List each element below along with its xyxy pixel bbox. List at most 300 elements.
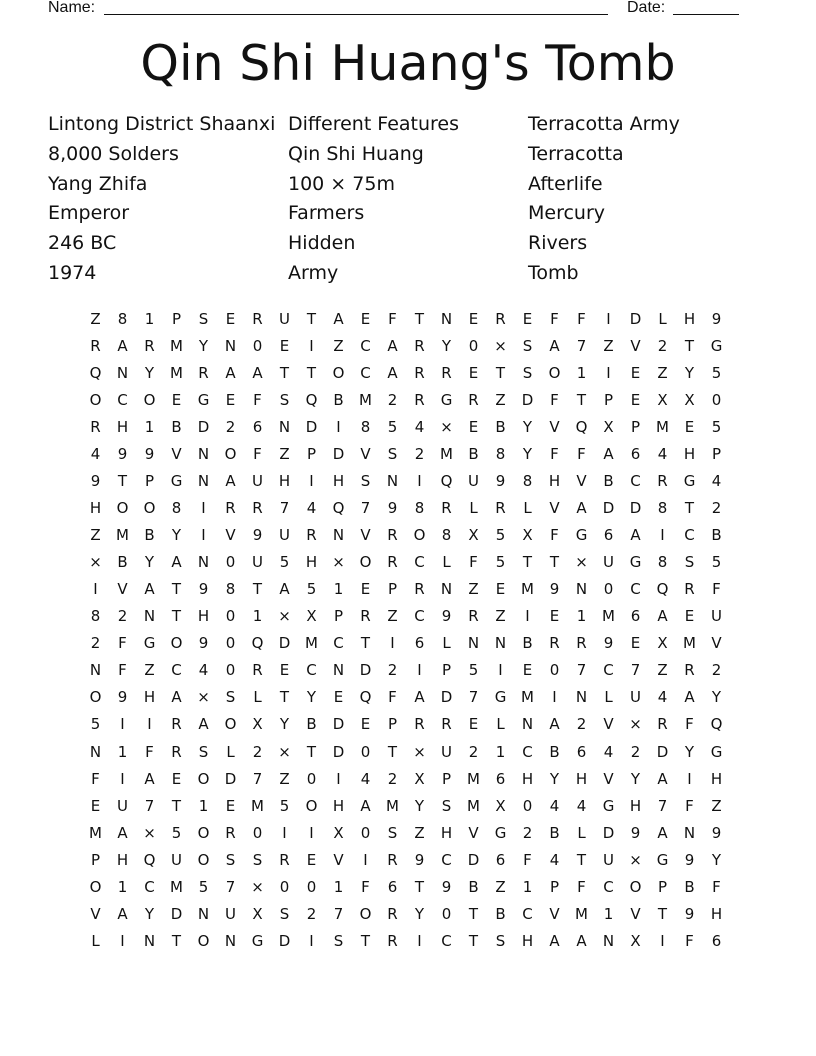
grid-letter[interactable]: Z [657,364,668,383]
grid-letter[interactable]: V [711,634,722,653]
grid-letter[interactable]: P [171,310,182,328]
grid-letter[interactable]: A [225,364,236,383]
grid-letter[interactable]: 0 [549,661,560,680]
grid-letter[interactable]: E [684,607,695,626]
grid-letter[interactable]: A [603,445,614,464]
grid-letter[interactable]: 2 [387,769,398,788]
grid-letter[interactable]: F [550,391,559,410]
grid-letter[interactable]: R [90,418,101,437]
grid-letter[interactable]: 9 [441,877,452,896]
grid-letter[interactable]: I [552,688,557,707]
grid-letter[interactable]: S [225,850,236,869]
grid-letter[interactable]: I [93,580,98,599]
grid-letter[interactable]: N [197,472,210,491]
grid-letter[interactable]: T [279,364,290,383]
grid-letter[interactable]: 2 [225,418,236,437]
grid-letter[interactable]: C [360,364,371,383]
grid-letter[interactable]: L [658,310,667,328]
grid-letter[interactable]: R [441,499,452,518]
grid-letter[interactable]: R [576,634,587,653]
grid-letter[interactable]: Z [279,769,290,788]
grid-letter[interactable]: 7 [144,796,155,815]
grid-letter[interactable]: F [361,877,370,896]
grid-letter[interactable]: B [495,418,506,437]
grid-letter[interactable]: F [550,526,559,545]
grid-letter[interactable]: S [387,823,398,842]
grid-letter[interactable]: G [683,472,696,491]
grid-letter[interactable]: E [171,769,182,788]
grid-letter[interactable]: Y [684,364,695,383]
grid-letter[interactable]: M [170,877,183,896]
grid-letter[interactable]: E [468,310,479,328]
grid-letter[interactable]: I [309,472,314,491]
grid-letter[interactable]: H [332,796,345,815]
grid-letter[interactable]: 0 [306,877,317,896]
grid-letter[interactable]: 7 [468,688,479,707]
grid-letter[interactable]: × [278,607,291,626]
grid-letter[interactable]: 6 [414,634,425,653]
grid-letter[interactable]: X [657,391,668,410]
grid-letter[interactable]: 4 [657,688,668,707]
grid-letter[interactable]: U [279,526,290,545]
grid-letter[interactable]: R [684,661,695,680]
grid-letter[interactable]: D [170,904,183,923]
grid-letter[interactable]: G [710,742,723,761]
grid-letter[interactable]: Y [144,904,155,923]
grid-letter[interactable]: V [333,850,344,869]
grid-letter[interactable]: D [332,445,345,464]
grid-letter[interactable]: U [603,850,614,869]
grid-letter[interactable]: A [279,580,290,599]
grid-letter[interactable]: V [549,418,560,437]
grid-letter[interactable]: Q [332,499,345,518]
grid-letter[interactable]: N [143,931,156,950]
grid-letter[interactable]: 2 [711,661,722,680]
grid-letter[interactable]: I [417,931,422,950]
grid-letter[interactable]: A [549,337,560,356]
grid-letter[interactable]: M [251,796,264,815]
grid-letter[interactable]: 9 [117,688,128,707]
grid-letter[interactable]: X [495,796,506,815]
grid-letter[interactable]: C [360,337,371,356]
grid-letter[interactable]: O [413,526,426,545]
grid-letter[interactable]: C [603,661,614,680]
grid-letter[interactable]: F [685,715,694,734]
grid-letter[interactable]: S [360,472,371,491]
grid-letter[interactable]: A [171,553,182,572]
grid-letter[interactable]: G [440,391,453,410]
grid-letter[interactable]: Z [144,661,155,680]
grid-letter[interactable]: 8 [441,526,452,545]
grid-letter[interactable]: R [171,742,182,761]
grid-letter[interactable]: 9 [441,607,452,626]
grid-letter[interactable]: O [359,553,372,572]
grid-letter[interactable]: Q [305,391,318,410]
grid-letter[interactable]: 8 [225,580,236,599]
grid-letter[interactable]: C [414,553,425,572]
grid-letter[interactable]: 5 [711,553,722,572]
grid-letter[interactable]: S [333,931,344,950]
grid-letter[interactable]: D [224,769,237,788]
grid-letter[interactable]: E [522,661,533,680]
grid-letter[interactable]: 9 [90,472,101,491]
grid-letter[interactable]: U [171,850,182,869]
grid-letter[interactable]: Z [657,661,668,680]
grid-letter[interactable]: N [683,823,696,842]
grid-letter[interactable]: 0 [360,823,371,842]
grid-letter[interactable]: V [576,472,587,491]
grid-letter[interactable]: 8 [90,607,101,626]
grid-letter[interactable]: Z [333,337,344,356]
grid-letter[interactable]: 4 [414,418,425,437]
grid-letter[interactable]: E [225,310,236,328]
grid-letter[interactable]: X [630,931,641,950]
grid-letter[interactable]: I [336,769,341,788]
grid-letter[interactable]: Y [711,688,722,707]
grid-letter[interactable]: I [687,769,692,788]
grid-letter[interactable]: R [414,715,425,734]
grid-letter[interactable]: V [603,769,614,788]
grid-letter[interactable]: N [386,472,399,491]
grid-letter[interactable]: 0 [225,634,236,653]
grid-letter[interactable]: 8 [414,499,425,518]
grid-letter[interactable]: 9 [117,445,128,464]
grid-letter[interactable]: R [279,850,290,869]
grid-letter[interactable]: E [360,580,371,599]
grid-letter[interactable]: 6 [576,742,587,761]
grid-letter[interactable]: F [577,445,586,464]
grid-letter[interactable]: O [332,364,345,383]
grid-letter[interactable]: G [602,796,615,815]
grid-letter[interactable]: L [496,715,505,734]
grid-letter[interactable]: C [117,391,128,410]
grid-letter[interactable]: O [629,877,642,896]
grid-letter[interactable]: A [657,769,668,788]
grid-letter[interactable]: C [441,850,452,869]
grid-letter[interactable]: E [171,391,182,410]
grid-letter[interactable]: P [333,607,344,626]
grid-letter[interactable]: R [414,364,425,383]
grid-letter[interactable]: F [577,310,586,328]
name-field[interactable] [104,0,608,15]
grid-letter[interactable]: Q [656,580,669,599]
grid-letter[interactable]: S [225,688,236,707]
grid-letter[interactable]: G [143,634,156,653]
grid-letter[interactable]: 8 [117,310,128,328]
grid-letter[interactable]: 0 [468,337,479,356]
grid-letter[interactable]: 2 [90,634,101,653]
grid-letter[interactable]: Y [306,688,317,707]
grid-letter[interactable]: M [521,580,534,599]
grid-letter[interactable]: N [332,526,345,545]
grid-letter[interactable]: U [468,472,479,491]
grid-letter[interactable]: Y [198,337,209,356]
grid-letter[interactable]: B [522,634,533,653]
grid-letter[interactable]: 7 [576,661,587,680]
grid-letter[interactable]: 2 [711,499,722,518]
grid-letter[interactable]: N [440,580,453,599]
grid-letter[interactable]: C [414,607,425,626]
grid-letter[interactable]: N [575,688,588,707]
grid-letter[interactable]: 5 [306,580,317,599]
grid-letter[interactable]: 6 [252,418,263,437]
grid-letter[interactable]: 6 [711,931,722,950]
grid-letter[interactable]: 1 [144,310,155,328]
grid-letter[interactable]: I [606,310,611,328]
grid-letter[interactable]: M [89,823,102,842]
grid-letter[interactable]: B [495,904,506,923]
grid-letter[interactable]: A [549,931,560,950]
grid-letter[interactable]: D [629,499,642,518]
grid-letter[interactable]: P [441,661,452,680]
grid-letter[interactable]: X [603,418,614,437]
grid-letter[interactable]: E [684,418,695,437]
grid-letter[interactable]: 9 [549,580,560,599]
grid-letter[interactable]: X [252,715,263,734]
grid-letter[interactable]: I [309,337,314,356]
grid-letter[interactable]: V [117,580,128,599]
grid-letter[interactable]: H [305,553,318,572]
grid-letter[interactable]: U [279,310,290,328]
grid-letter[interactable]: Q [251,634,264,653]
grid-letter[interactable]: 9 [711,310,722,328]
grid-letter[interactable]: R [441,364,452,383]
grid-letter[interactable]: X [468,526,479,545]
grid-letter[interactable]: A [576,931,587,950]
grid-letter[interactable]: C [441,931,452,950]
grid-letter[interactable]: C [603,877,614,896]
grid-letter[interactable]: D [467,850,480,869]
grid-letter[interactable]: 6 [387,877,398,896]
grid-letter[interactable]: H [521,931,534,950]
grid-letter[interactable]: O [197,850,210,869]
grid-letter[interactable]: N [278,418,291,437]
grid-letter[interactable]: T [306,364,317,383]
grid-letter[interactable]: I [660,526,665,545]
grid-letter[interactable]: T [522,553,533,572]
grid-letter[interactable]: T [387,742,398,761]
grid-letter[interactable]: R [657,472,668,491]
grid-letter[interactable]: 9 [684,904,695,923]
grid-letter[interactable]: A [657,607,668,626]
grid-letter[interactable]: I [120,931,125,950]
grid-letter[interactable]: T [279,688,290,707]
grid-letter[interactable]: N [332,661,345,680]
grid-letter[interactable]: 5 [711,418,722,437]
grid-letter[interactable]: A [657,823,668,842]
grid-letter[interactable]: Y [441,337,452,356]
grid-letter[interactable]: A [414,688,425,707]
grid-letter[interactable]: H [278,472,291,491]
grid-letter[interactable]: 6 [603,526,614,545]
grid-letter[interactable]: X [252,904,263,923]
grid-letter[interactable]: 8 [657,553,668,572]
grid-letter[interactable]: L [523,499,532,518]
grid-letter[interactable]: 4 [576,796,587,815]
grid-letter[interactable]: R [549,634,560,653]
grid-letter[interactable]: S [279,904,290,923]
grid-letter[interactable]: H [710,769,723,788]
grid-letter[interactable]: C [522,742,533,761]
grid-letter[interactable]: × [575,553,588,572]
grid-letter[interactable]: H [710,904,723,923]
grid-letter[interactable]: T [171,931,182,950]
grid-letter[interactable]: A [171,688,182,707]
grid-letter[interactable]: O [305,796,318,815]
grid-letter[interactable]: 0 [225,661,236,680]
grid-letter[interactable]: E [360,310,371,328]
grid-letter[interactable]: 0 [360,742,371,761]
grid-letter[interactable]: B [171,418,182,437]
grid-letter[interactable]: 1 [333,877,344,896]
grid-letter[interactable]: T [171,607,182,626]
grid-letter[interactable]: X [306,607,317,626]
grid-letter[interactable]: S [252,850,263,869]
grid-letter[interactable]: G [575,526,588,545]
grid-letter[interactable]: Y [279,715,290,734]
grid-letter[interactable]: A [225,472,236,491]
grid-letter[interactable]: 4 [657,445,668,464]
grid-letter[interactable]: M [170,337,183,356]
grid-letter[interactable]: N [116,364,129,383]
grid-letter[interactable]: D [197,418,210,437]
grid-letter[interactable]: V [549,904,560,923]
grid-letter[interactable]: S [387,445,398,464]
grid-letter[interactable]: I [309,823,314,842]
grid-letter[interactable]: I [309,931,314,950]
grid-letter[interactable]: R [495,499,506,518]
grid-letter[interactable]: H [683,445,696,464]
grid-letter[interactable]: C [630,472,641,491]
grid-letter[interactable]: 9 [144,445,155,464]
grid-letter[interactable]: R [306,526,317,545]
grid-letter[interactable]: T [414,310,425,328]
grid-letter[interactable]: N [602,931,615,950]
grid-letter[interactable]: Q [575,418,588,437]
grid-letter[interactable]: 4 [360,769,371,788]
grid-letter[interactable]: I [201,526,206,545]
grid-letter[interactable]: D [602,823,615,842]
grid-letter[interactable]: A [144,769,155,788]
grid-letter[interactable]: 4 [198,661,209,680]
grid-letter[interactable]: H [197,607,210,626]
grid-letter[interactable]: 2 [387,391,398,410]
grid-letter[interactable]: F [469,553,478,572]
grid-letter[interactable]: I [201,499,206,518]
grid-letter[interactable]: T [657,904,668,923]
grid-letter[interactable]: 2 [630,742,641,761]
grid-letter[interactable]: × [440,418,453,437]
grid-letter[interactable]: U [252,472,263,491]
grid-letter[interactable]: 7 [225,877,236,896]
grid-letter[interactable]: 6 [630,445,641,464]
grid-letter[interactable]: U [225,904,236,923]
grid-letter[interactable]: R [252,310,263,328]
grid-letter[interactable]: 5 [279,553,290,572]
grid-letter[interactable]: Y [414,904,425,923]
grid-letter[interactable]: O [170,634,183,653]
grid-letter[interactable]: P [549,877,560,896]
grid-letter[interactable]: 1 [333,580,344,599]
grid-letter[interactable]: T [360,931,371,950]
grid-letter[interactable]: 7 [576,337,587,356]
grid-letter[interactable]: D [278,931,291,950]
grid-letter[interactable]: M [170,364,183,383]
grid-letter[interactable]: 2 [657,337,668,356]
grid-letter[interactable]: 9 [198,580,209,599]
grid-letter[interactable]: Q [143,850,156,869]
grid-letter[interactable]: E [495,580,506,599]
grid-letter[interactable]: F [253,445,262,464]
grid-letter[interactable]: I [525,607,530,626]
grid-letter[interactable]: 1 [252,607,263,626]
grid-letter[interactable]: B [468,445,479,464]
grid-letter[interactable]: T [171,796,182,815]
grid-letter[interactable]: M [386,796,399,815]
grid-letter[interactable]: H [332,472,345,491]
grid-letter[interactable]: E [360,715,371,734]
grid-letter[interactable]: P [603,391,614,410]
grid-letter[interactable]: H [683,310,696,328]
grid-letter[interactable]: V [90,904,101,923]
grid-letter[interactable]: 9 [387,499,398,518]
grid-letter[interactable]: Z [468,580,479,599]
grid-letter[interactable]: G [494,823,507,842]
grid-letter[interactable]: P [630,418,641,437]
grid-letter[interactable]: 2 [414,445,425,464]
grid-letter[interactable]: B [549,742,560,761]
grid-letter[interactable]: Z [495,607,506,626]
grid-letter[interactable]: 7 [252,769,263,788]
grid-letter[interactable]: O [359,904,372,923]
grid-letter[interactable]: Y [522,445,533,464]
grid-letter[interactable]: A [360,796,371,815]
grid-letter[interactable]: T [360,634,371,653]
grid-letter[interactable]: U [630,688,641,707]
grid-letter[interactable]: Z [90,310,101,328]
grid-letter[interactable]: F [685,796,694,815]
grid-letter[interactable]: P [144,472,155,491]
grid-letter[interactable]: Q [89,364,102,383]
grid-letter[interactable]: 6 [495,850,506,869]
grid-letter[interactable]: F [550,310,559,328]
grid-letter[interactable]: 4 [90,445,101,464]
grid-letter[interactable]: 2 [522,823,533,842]
grid-letter[interactable]: × [494,337,507,356]
grid-letter[interactable]: F [523,850,532,869]
grid-letter[interactable]: 5 [387,418,398,437]
grid-letter[interactable]: T [495,364,506,383]
grid-letter[interactable]: 9 [252,526,263,545]
grid-letter[interactable]: R [198,364,209,383]
grid-letter[interactable]: S [522,364,533,383]
grid-letter[interactable]: G [656,850,669,869]
grid-letter[interactable]: 1 [495,742,506,761]
grid-letter[interactable]: N [89,661,102,680]
grid-letter[interactable]: A [117,337,128,356]
grid-letter[interactable]: A [117,904,128,923]
grid-letter[interactable]: Y [549,769,560,788]
grid-letter[interactable]: E [468,364,479,383]
grid-letter[interactable]: R [387,553,398,572]
grid-letter[interactable]: A [576,499,587,518]
grid-letter[interactable]: M [467,769,480,788]
grid-letter[interactable]: R [495,310,506,328]
date-field[interactable] [673,0,739,15]
grid-letter[interactable]: V [603,715,614,734]
grid-letter[interactable]: P [387,715,398,734]
grid-letter[interactable]: E [522,310,533,328]
